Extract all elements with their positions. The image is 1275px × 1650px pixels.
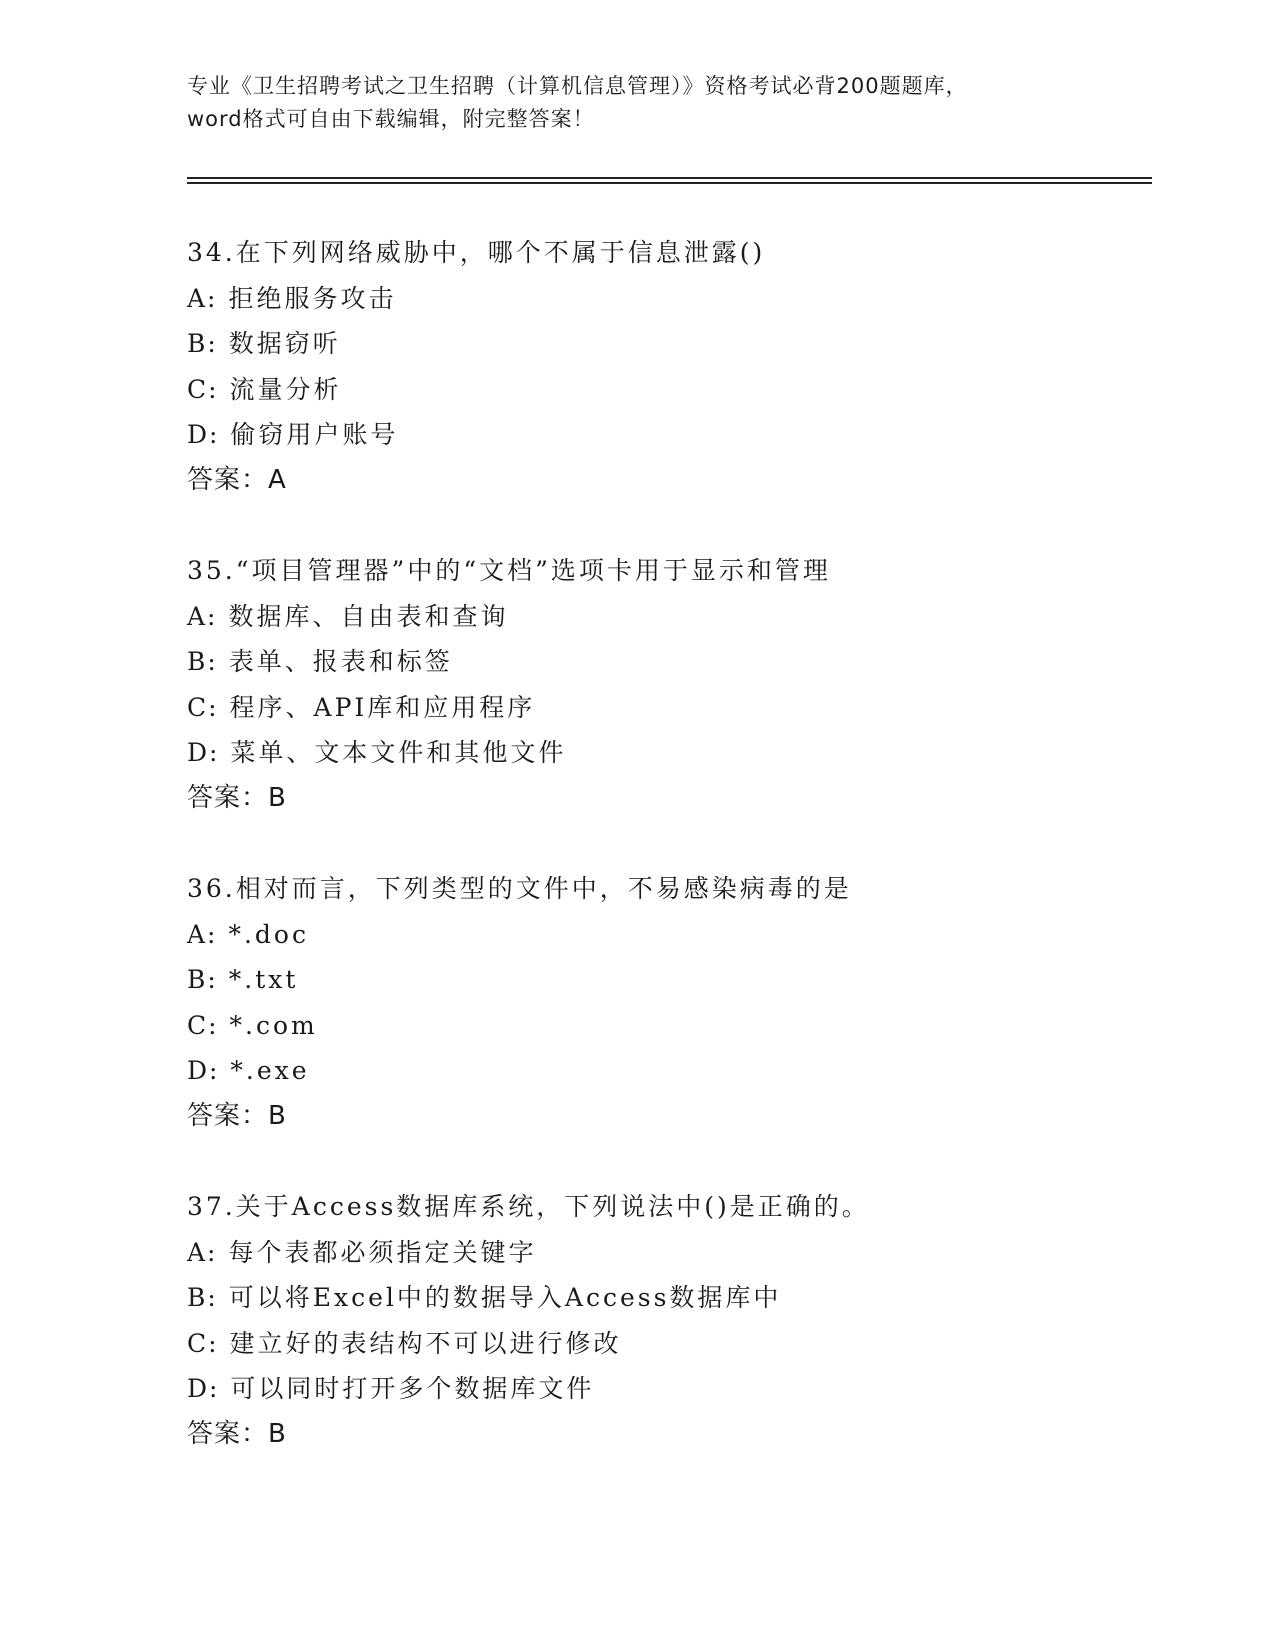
option-d (187, 412, 1147, 458)
option-c (187, 1321, 1147, 1367)
option-c (187, 1003, 1147, 1049)
option-c (187, 685, 1147, 731)
option-letter: A: (187, 1237, 218, 1267)
option-letter: B: (187, 647, 218, 676)
option-a (187, 1230, 1147, 1276)
option-a (187, 912, 1147, 958)
option-letter: B: (187, 329, 218, 358)
answer-line: 答案：A (187, 464, 287, 495)
question-title: 37.关于Access数据库系统，下列说法中()是正确的。 (187, 1192, 870, 1221)
option-d (187, 1048, 1147, 1094)
question-title: 35.“项目管理器”中的“文档”选项卡用于显示和管理 (187, 556, 831, 585)
header-line-1: 专业《卫生招聘考试之卫生招聘（计算机信息管理）》资格考试必背200题题库， (187, 74, 968, 98)
option-text: 可以将Excel中的数据导入Access数据库中 (228, 1283, 782, 1312)
option-letter: D: (187, 738, 220, 767)
option-text: *.doc (228, 919, 309, 949)
option-text: *.exe (230, 1056, 310, 1085)
option-c (187, 367, 1147, 413)
option-b (187, 321, 1147, 367)
option-text: 建立好的表结构不可以进行修改 (229, 1328, 622, 1358)
answer-line: 答案：B (187, 1100, 287, 1131)
option-text: 每个表都必须指定关键字 (228, 1237, 537, 1267)
option-text: 拒绝服务攻击 (228, 283, 397, 313)
answer-line: 答案：B (187, 1418, 287, 1449)
option-b (187, 1275, 1147, 1321)
option-letter: D: (187, 420, 220, 449)
option-text: *.com (229, 1010, 318, 1040)
option-text: 数据窃听 (228, 329, 341, 358)
option-letter: A: (187, 601, 218, 631)
option-text: 程序、API库和应用程序 (229, 692, 536, 722)
option-d (187, 730, 1147, 776)
question-block (187, 230, 1147, 503)
option-b (187, 639, 1147, 685)
option-text: 流量分析 (229, 374, 342, 404)
header-divider-bottom (187, 182, 1152, 184)
option-letter: D: (187, 1056, 220, 1085)
option-text: 数据库、自由表和查询 (228, 601, 509, 631)
header-line-2: word格式可自由下载编辑，附完整答案！ (187, 107, 595, 131)
option-letter: C: (187, 692, 219, 722)
option-letter: A: (187, 283, 218, 313)
option-text: *.txt (228, 965, 299, 994)
option-letter: C: (187, 374, 219, 404)
option-a (187, 276, 1147, 322)
document-header (187, 70, 1087, 136)
option-text: 菜单、文本文件和其他文件 (230, 738, 567, 767)
question-block (187, 866, 1147, 1139)
question-block (187, 548, 1147, 821)
answer-line: 答案：B (187, 782, 287, 813)
option-text: 可以同时打开多个数据库文件 (230, 1374, 595, 1403)
question-block (187, 1184, 1147, 1457)
question-title: 34.在下列网络威胁中，哪个不属于信息泄露() (187, 238, 766, 267)
option-text: 表单、报表和标签 (228, 647, 453, 676)
question-title: 36.相对而言，下列类型的文件中，不易感染病毒的是 (187, 874, 852, 903)
option-a (187, 594, 1147, 640)
option-text: 偷窃用户账号 (230, 420, 399, 449)
option-letter: C: (187, 1328, 219, 1358)
option-d (187, 1366, 1147, 1412)
option-letter: C: (187, 1010, 219, 1040)
option-letter: B: (187, 1283, 218, 1312)
header-divider-top (187, 177, 1152, 179)
option-letter: B: (187, 965, 218, 994)
option-letter: A: (187, 919, 218, 949)
option-letter: D: (187, 1374, 220, 1403)
option-b (187, 957, 1147, 1003)
